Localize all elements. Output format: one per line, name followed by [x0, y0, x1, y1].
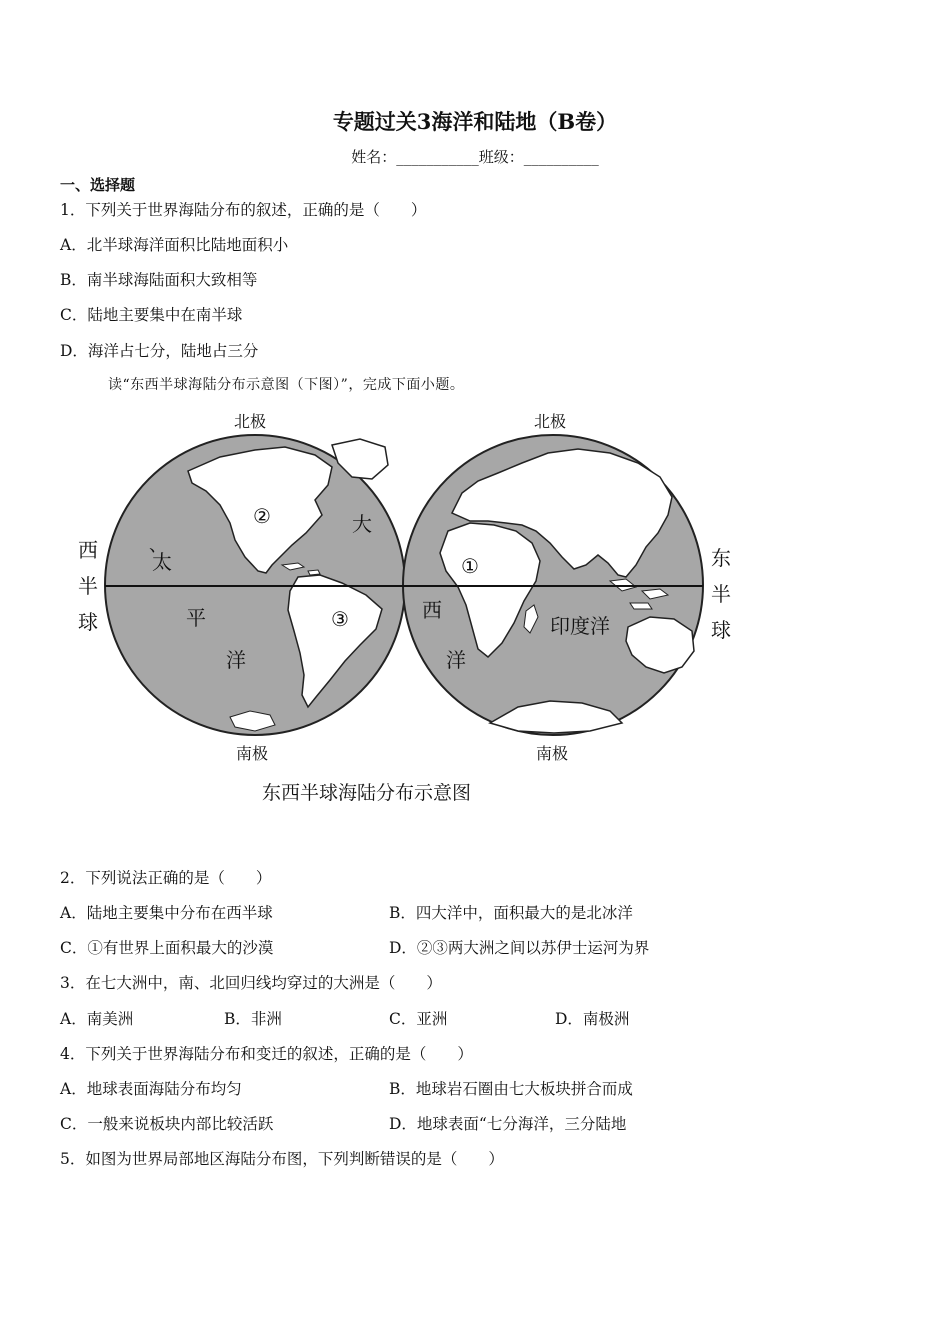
south-pole-label-west: 南极: [235, 744, 269, 763]
pacific-label-char-1: 太: [152, 550, 172, 574]
west-hemisphere-char-2: 半: [78, 574, 98, 598]
section-heading: 一、选择题: [60, 176, 136, 194]
continent-marker-2: ②: [253, 504, 271, 528]
question-3-option-d: D．南极洲: [555, 1010, 630, 1028]
south-pole-label-east: 南极: [535, 744, 569, 763]
question-4-option-a: A．地球表面海陆分布均匀: [60, 1080, 242, 1098]
atlantic-label-lower-2: 洋: [446, 648, 466, 672]
question-2-option-c: C．①有世界上面积最大的沙漠: [60, 939, 274, 957]
question-4-option-b: B．地球岩石圈由七大板块拼合而成: [389, 1080, 633, 1098]
question-2-option-d: D．②③两大洲之间以苏伊士运河为界: [389, 939, 650, 957]
north-pole-label-east: 北极: [533, 412, 567, 431]
east-hemisphere-char-2: 半: [711, 582, 731, 606]
map-intro: 读“东西半球海陆分布示意图（下图）”，完成下面小题。: [108, 377, 465, 393]
east-hemisphere-char-1: 东: [711, 546, 731, 570]
question-3-stem: 3．在七大洲中，南、北回归线均穿过的大洲是（ ）: [60, 974, 442, 992]
atlantic-label-lower-1: 西: [422, 598, 442, 622]
question-3-option-a: A．南美洲: [60, 1010, 134, 1028]
question-1-option-b: B．南半球海陆面积大致相等: [60, 271, 258, 289]
map-caption: 东西半球海陆分布示意图: [262, 782, 472, 804]
question-5-stem: 5．如图为世界局部地区海陆分布图，下列判断错误的是（ ）: [60, 1150, 504, 1168]
pacific-label-char-2: 、: [149, 535, 167, 556]
question-4-stem: 4．下列关于世界海陆分布和变迁的叙述，正确的是（ ）: [60, 1045, 473, 1063]
question-2-stem: 2．下列说法正确的是（ ）: [60, 869, 272, 887]
west-hemisphere-char-1: 西: [78, 538, 98, 562]
pacific-label-char-3: 平: [186, 606, 206, 630]
west-hemisphere-char-3: 球: [78, 610, 98, 634]
indian-ocean-label: 印度洋: [550, 614, 610, 638]
hemisphere-map: [70, 405, 750, 810]
question-3-option-b: B．非洲: [224, 1010, 282, 1028]
question-1-stem: 1．下列关于世界海陆分布的叙述，正确的是（ ）: [60, 201, 427, 219]
question-1-option-c: C．陆地主要集中在南半球: [60, 306, 243, 324]
question-4-option-d: D．地球表面“七分海洋，三分陆地: [389, 1115, 627, 1133]
page-title: 专题过关3海洋和陆地（B卷）: [332, 109, 618, 134]
continent-marker-3: ③: [331, 607, 349, 631]
pacific-label-char-4: 洋: [226, 648, 246, 672]
question-2-option-b: B．四大洋中，面积最大的是北冰洋: [389, 904, 633, 922]
atlantic-label-upper: 大: [352, 512, 372, 536]
student-info-line: 姓名：___________班级：__________: [351, 148, 599, 166]
question-4-option-c: C．一般来说板块内部比较活跃: [60, 1115, 274, 1133]
question-1-option-d: D．海洋占七分，陆地占三分: [60, 342, 259, 360]
east-hemisphere-char-3: 球: [711, 618, 731, 642]
north-pole-label-west: 北极: [233, 412, 267, 431]
continent-marker-1: ①: [461, 554, 479, 578]
question-1-option-a: A．北半球海洋面积比陆地面积小: [60, 236, 289, 254]
question-3-option-c: C．亚洲: [389, 1010, 448, 1028]
question-2-option-a: A．陆地主要集中分布在西半球: [60, 904, 273, 922]
